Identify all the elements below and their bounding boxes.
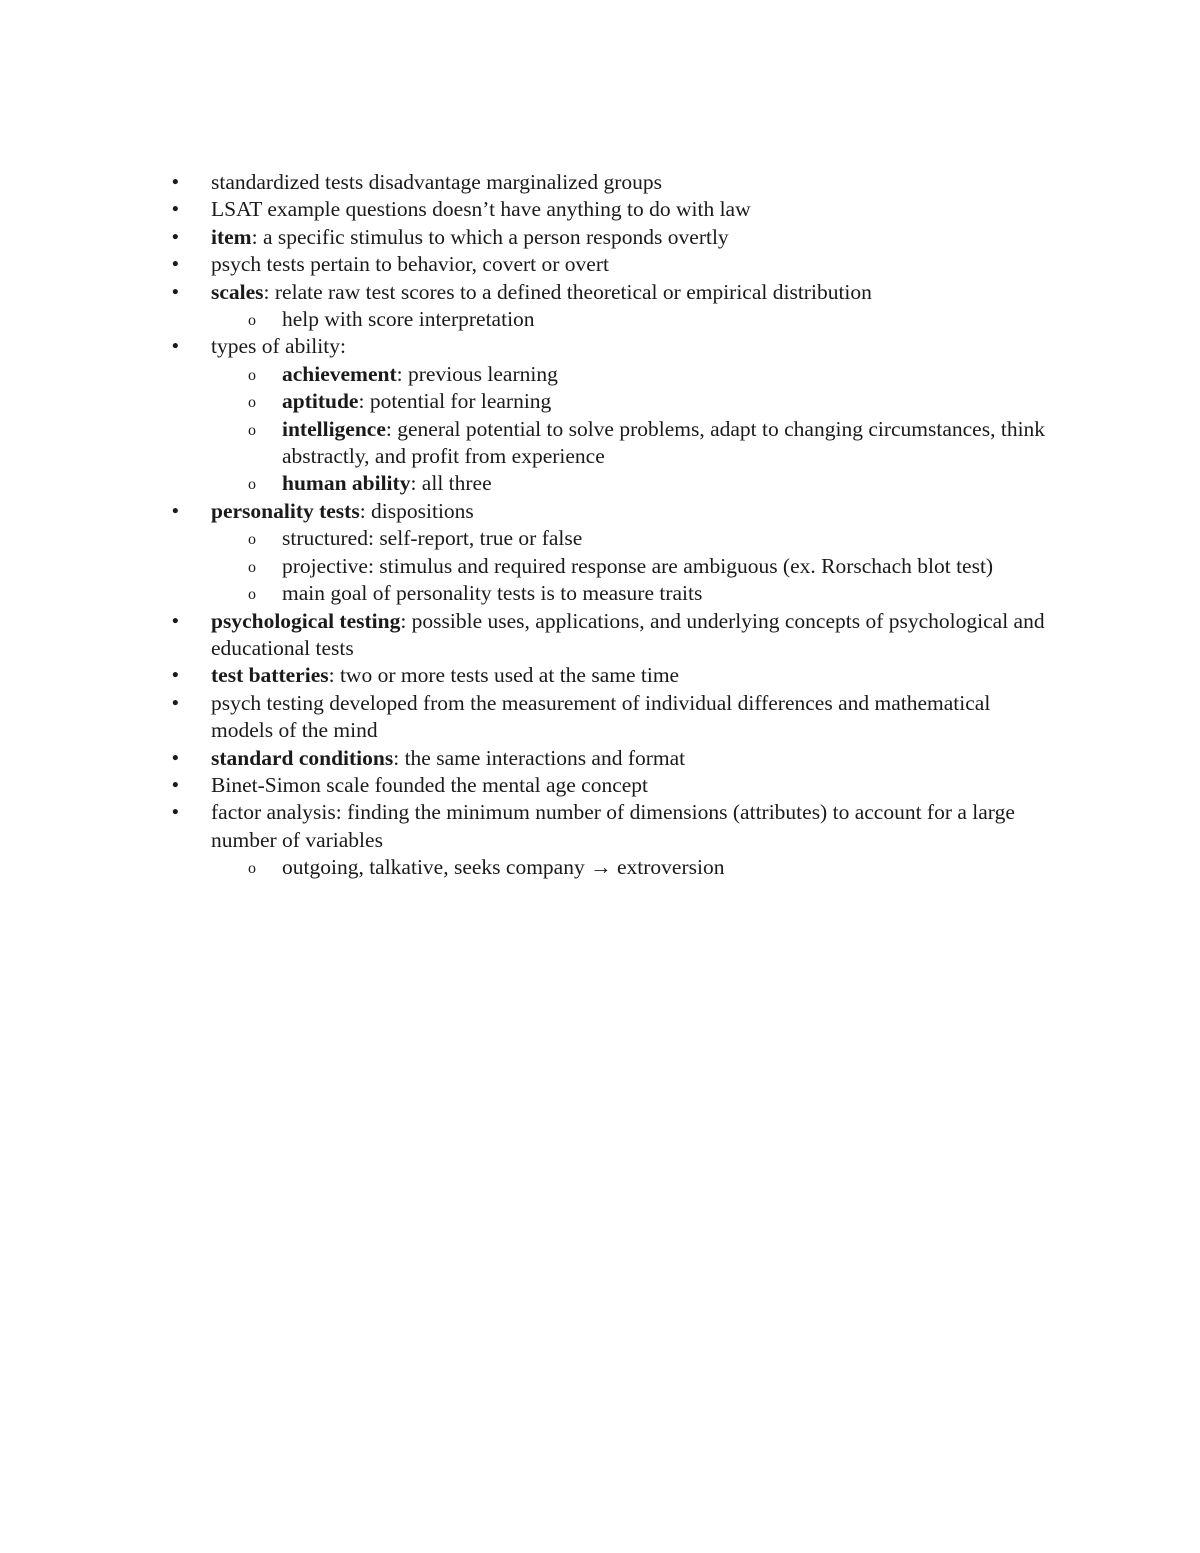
bullet-marker: • [172, 747, 179, 769]
list-item [0, 251, 1051, 278]
list-item [0, 608, 1051, 663]
sub-bullet-marker: o [248, 312, 256, 330]
sub-list-item [0, 854, 1052, 881]
list-item-term: psychological testing [211, 608, 401, 633]
list-item-term: intelligence [282, 416, 386, 441]
list-item [0, 169, 1051, 196]
bullet-marker: • [172, 774, 179, 796]
bullet-marker: • [172, 254, 179, 276]
sub-list-item [0, 553, 1052, 580]
list-item-text: : previous learning [396, 361, 558, 386]
list-item-text: types of ability: [211, 334, 346, 359]
list-item-text: : dispositions [359, 498, 474, 523]
list-item-text: psych testing developed from the measurement of individual differences and mathematical models of the mind [211, 690, 991, 743]
bullet-marker: • [172, 281, 179, 303]
list-item-term: personality tests [211, 498, 360, 523]
sub-list-item [0, 580, 1052, 607]
sub-list-item [0, 361, 1052, 388]
list-item-term: scales [211, 279, 264, 304]
list-item [0, 690, 1051, 745]
list-item-term: achievement [282, 361, 397, 386]
list-item-term: aptitude [282, 389, 359, 414]
list-item [0, 279, 1051, 306]
list-item-text: projective: stimulus and required response are ambiguous (ex. Rorschach blot test) [282, 553, 994, 578]
sub-list-item [0, 525, 1052, 552]
list-item-text: : relate raw test scores to a defined theoretical or empirical distribution [263, 279, 872, 304]
list-item-text: : all three [410, 471, 492, 496]
bullet-marker: • [172, 500, 179, 522]
list-item-text: main goal of personality tests is to measure traits [282, 581, 703, 606]
bullet-marker: • [172, 665, 179, 687]
bullet-marker: • [172, 336, 179, 358]
sub-list-item [0, 306, 1052, 333]
list-item-text: : possible uses, applications, and underlying concepts of psychological and educational tests [211, 608, 1045, 660]
sub-list-item [0, 470, 1052, 497]
list-item [0, 745, 1051, 772]
bullet-marker: • [172, 692, 179, 714]
bullet-marker: • [172, 802, 179, 824]
list-item [0, 662, 1051, 689]
list-item-text: factor analysis: finding the minimum number of dimensions (attributes) to account for a large number of variables [211, 800, 1015, 852]
list-item [0, 498, 1051, 525]
list-item-term: test batteries [211, 663, 329, 688]
list-item-term: standard conditions [211, 745, 394, 770]
notes-bullet-list [0, 169, 1200, 882]
list-item [0, 224, 1051, 251]
list-item-text: : a specific stimulus to which a person responds overtly [251, 224, 729, 249]
sub-bullet-marker: o [248, 476, 256, 494]
bullet-marker: • [172, 172, 179, 193]
bullet-marker: • [172, 199, 179, 221]
bullet-marker: • [172, 610, 179, 632]
sub-list-item [0, 388, 1052, 415]
sub-bullet-marker: o [248, 586, 256, 604]
sub-list-item [0, 416, 1052, 471]
list-item [0, 333, 1051, 360]
sub-bullet-marker: o [248, 421, 256, 439]
list-item-text: : general potential to solve problems, adapt to changing circumstances, think abstractly, and profit from experience [282, 416, 1046, 469]
list-item-text: : two or more tests used at the same time [328, 663, 680, 688]
sub-bullet-marker: o [248, 558, 256, 576]
sub-bullet-marker: o [248, 394, 256, 412]
list-item [0, 799, 1051, 854]
list-item-text: standardized tests disadvantage marginalized groups [211, 170, 662, 194]
list-item-text: Binet-Simon scale founded the mental age concept [211, 772, 649, 797]
list-item [0, 772, 1051, 799]
sub-bullet-marker: o [248, 860, 256, 878]
list-item-text: structured: self-report, true or false [282, 526, 583, 551]
list-item-text: psych tests pertain to behavior, covert or overt [211, 252, 609, 277]
list-item-text: outgoing, talkative, seeks company → extroversion [282, 855, 725, 880]
sub-bullet-marker: o [248, 366, 256, 384]
list-item-term: item [211, 224, 252, 249]
bullet-marker: • [172, 226, 179, 248]
list-item-text: help with score interpretation [282, 307, 535, 332]
list-item [0, 196, 1051, 223]
list-item-term: human ability [282, 471, 411, 496]
sub-bullet-marker: o [248, 531, 256, 549]
list-item-text: : potential for learning [358, 389, 552, 414]
list-item-text: : the same interactions and format [393, 745, 686, 770]
list-item-text: LSAT example questions doesn’t have anything to do with law [211, 197, 751, 222]
